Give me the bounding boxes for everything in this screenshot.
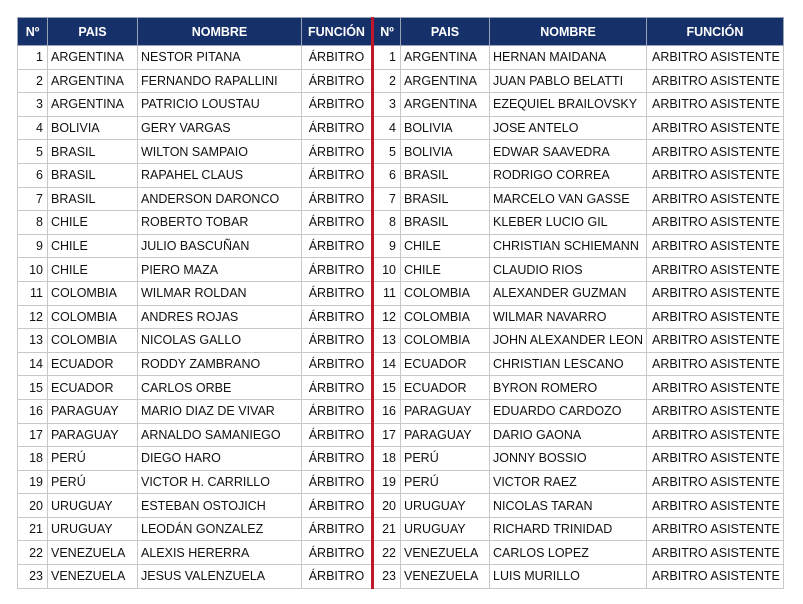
referee-country: PARAGUAY bbox=[48, 399, 138, 423]
assistant-name: CLAUDIO RIOS bbox=[490, 258, 647, 282]
referee-number: 14 bbox=[18, 352, 48, 376]
referee-table-container bbox=[17, 17, 784, 589]
assistant-country: BOLIVIA bbox=[401, 116, 490, 140]
assistant-number: 18 bbox=[373, 447, 401, 471]
assistant-role: ARBITRO ASISTENTE bbox=[647, 470, 784, 494]
referee-role: ÁRBITRO bbox=[302, 140, 373, 164]
table-row bbox=[18, 423, 784, 447]
referee-name: ANDRES ROJAS bbox=[138, 305, 302, 329]
table-row bbox=[18, 93, 784, 117]
referee-country: URUGUAY bbox=[48, 494, 138, 518]
referee-country: ARGENTINA bbox=[48, 93, 138, 117]
referee-role: ÁRBITRO bbox=[302, 258, 373, 282]
referee-number: 7 bbox=[18, 187, 48, 211]
referee-name: ESTEBAN OSTOJICH bbox=[138, 494, 302, 518]
assistant-country: ARGENTINA bbox=[401, 69, 490, 93]
assistant-number: 11 bbox=[373, 281, 401, 305]
assistant-role: ARBITRO ASISTENTE bbox=[647, 211, 784, 235]
referee-role: ÁRBITRO bbox=[302, 329, 373, 353]
referee-number: 22 bbox=[18, 541, 48, 565]
referee-role: ÁRBITRO bbox=[302, 69, 373, 93]
assistant-country: COLOMBIA bbox=[401, 329, 490, 353]
assistant-country: ECUADOR bbox=[401, 352, 490, 376]
assistant-number: 23 bbox=[373, 565, 401, 589]
referee-number: 12 bbox=[18, 305, 48, 329]
assistant-role: ARBITRO ASISTENTE bbox=[647, 541, 784, 565]
referee-country: COLOMBIA bbox=[48, 281, 138, 305]
assistant-number: 21 bbox=[373, 517, 401, 541]
referee-number: 23 bbox=[18, 565, 48, 589]
assistant-name: CHRISTIAN LESCANO bbox=[490, 352, 647, 376]
assistant-name: EDUARDO CARDOZO bbox=[490, 399, 647, 423]
header-funcion-right: FUNCIÓN bbox=[647, 18, 784, 46]
referee-country: CHILE bbox=[48, 211, 138, 235]
referee-country: COLOMBIA bbox=[48, 305, 138, 329]
referee-number: 11 bbox=[18, 281, 48, 305]
referee-name: PIERO MAZA bbox=[138, 258, 302, 282]
table-row bbox=[18, 187, 784, 211]
referee-role: ÁRBITRO bbox=[302, 281, 373, 305]
assistant-number: 10 bbox=[373, 258, 401, 282]
referee-name: LEODÁN GONZALEZ bbox=[138, 517, 302, 541]
referee-name: GERY VARGAS bbox=[138, 116, 302, 140]
assistant-number: 22 bbox=[373, 541, 401, 565]
assistant-number: 5 bbox=[373, 140, 401, 164]
assistant-country: ECUADOR bbox=[401, 376, 490, 400]
assistant-name: NICOLAS TARAN bbox=[490, 494, 647, 518]
assistant-country: URUGUAY bbox=[401, 517, 490, 541]
assistant-country: BOLIVIA bbox=[401, 140, 490, 164]
referee-name: NICOLAS GALLO bbox=[138, 329, 302, 353]
assistant-country: ARGENTINA bbox=[401, 93, 490, 117]
table-row bbox=[18, 258, 784, 282]
referee-number: 16 bbox=[18, 399, 48, 423]
assistant-number: 4 bbox=[373, 116, 401, 140]
assistant-name: KLEBER LUCIO GIL bbox=[490, 211, 647, 235]
assistant-role: ARBITRO ASISTENTE bbox=[647, 69, 784, 93]
assistant-role: ARBITRO ASISTENTE bbox=[647, 494, 784, 518]
referee-name: ALEXIS HERERRA bbox=[138, 541, 302, 565]
assistant-number: 2 bbox=[373, 69, 401, 93]
assistant-name: JUAN PABLO BELATTI bbox=[490, 69, 647, 93]
referee-country: CHILE bbox=[48, 234, 138, 258]
referee-name: VICTOR H. CARRILLO bbox=[138, 470, 302, 494]
referee-country: ARGENTINA bbox=[48, 69, 138, 93]
table-row bbox=[18, 565, 784, 589]
assistant-number: 16 bbox=[373, 399, 401, 423]
assistant-country: BRASIL bbox=[401, 163, 490, 187]
assistant-country: PERÚ bbox=[401, 447, 490, 471]
referee-role: ÁRBITRO bbox=[302, 541, 373, 565]
referee-number: 2 bbox=[18, 69, 48, 93]
assistant-country: CHILE bbox=[401, 258, 490, 282]
referee-name: FERNANDO RAPALLINI bbox=[138, 69, 302, 93]
table-row bbox=[18, 494, 784, 518]
referee-number: 20 bbox=[18, 494, 48, 518]
referee-name: NESTOR PITANA bbox=[138, 46, 302, 70]
referee-name: MARIO DIAZ DE VIVAR bbox=[138, 399, 302, 423]
header-pais-left: PAIS bbox=[48, 18, 138, 46]
assistant-name: LUIS MURILLO bbox=[490, 565, 647, 589]
header-nombre-right: NOMBRE bbox=[490, 18, 647, 46]
assistant-number: 1 bbox=[373, 46, 401, 70]
referee-country: BRASIL bbox=[48, 163, 138, 187]
assistant-number: 19 bbox=[373, 470, 401, 494]
referee-role: ÁRBITRO bbox=[302, 93, 373, 117]
table-row bbox=[18, 234, 784, 258]
referee-role: ÁRBITRO bbox=[302, 565, 373, 589]
assistant-number: 12 bbox=[373, 305, 401, 329]
assistant-role: ARBITRO ASISTENTE bbox=[647, 258, 784, 282]
referee-role: ÁRBITRO bbox=[302, 211, 373, 235]
referee-country: PARAGUAY bbox=[48, 423, 138, 447]
assistant-name: EDWAR SAAVEDRA bbox=[490, 140, 647, 164]
table-row bbox=[18, 517, 784, 541]
assistant-role: ARBITRO ASISTENTE bbox=[647, 93, 784, 117]
assistant-name: WILMAR NAVARRO bbox=[490, 305, 647, 329]
assistant-number: 3 bbox=[373, 93, 401, 117]
referee-number: 1 bbox=[18, 46, 48, 70]
assistant-number: 20 bbox=[373, 494, 401, 518]
referee-number: 15 bbox=[18, 376, 48, 400]
table-row bbox=[18, 305, 784, 329]
assistant-country: ARGENTINA bbox=[401, 46, 490, 70]
table-row bbox=[18, 399, 784, 423]
assistant-name: RODRIGO CORREA bbox=[490, 163, 647, 187]
referee-role: ÁRBITRO bbox=[302, 423, 373, 447]
referee-number: 13 bbox=[18, 329, 48, 353]
assistant-name: CARLOS LOPEZ bbox=[490, 541, 647, 565]
assistant-country: CHILE bbox=[401, 234, 490, 258]
header-num-left: Nº bbox=[18, 18, 48, 46]
referee-country: VENEZUELA bbox=[48, 541, 138, 565]
referee-role: ÁRBITRO bbox=[302, 187, 373, 211]
referee-number: 3 bbox=[18, 93, 48, 117]
referee-role: ÁRBITRO bbox=[302, 234, 373, 258]
referee-name: ANDERSON DARONCO bbox=[138, 187, 302, 211]
referee-number: 21 bbox=[18, 517, 48, 541]
table-row bbox=[18, 116, 784, 140]
referee-role: ÁRBITRO bbox=[302, 447, 373, 471]
referee-country: CHILE bbox=[48, 258, 138, 282]
referee-role: ÁRBITRO bbox=[302, 116, 373, 140]
referee-number: 5 bbox=[18, 140, 48, 164]
table-row bbox=[18, 470, 784, 494]
assistant-role: ARBITRO ASISTENTE bbox=[647, 329, 784, 353]
assistant-role: ARBITRO ASISTENTE bbox=[647, 187, 784, 211]
table-body bbox=[18, 46, 784, 589]
assistant-number: 6 bbox=[373, 163, 401, 187]
header-num-right: Nº bbox=[373, 18, 401, 46]
table-row bbox=[18, 541, 784, 565]
referee-name: CARLOS ORBE bbox=[138, 376, 302, 400]
assistant-role: ARBITRO ASISTENTE bbox=[647, 116, 784, 140]
assistant-name: VICTOR RAEZ bbox=[490, 470, 647, 494]
referee-name: PATRICIO LOUSTAU bbox=[138, 93, 302, 117]
assistant-role: ARBITRO ASISTENTE bbox=[647, 517, 784, 541]
assistant-country: BRASIL bbox=[401, 187, 490, 211]
referee-role: ÁRBITRO bbox=[302, 352, 373, 376]
assistant-number: 14 bbox=[373, 352, 401, 376]
header-funcion-left: FUNCIÓN bbox=[302, 18, 373, 46]
referee-name: WILMAR ROLDAN bbox=[138, 281, 302, 305]
assistant-name: JONNY BOSSIO bbox=[490, 447, 647, 471]
header-pais-right: PAIS bbox=[401, 18, 490, 46]
assistant-role: ARBITRO ASISTENTE bbox=[647, 140, 784, 164]
referee-name: WILTON SAMPAIO bbox=[138, 140, 302, 164]
assistant-name: DARIO GAONA bbox=[490, 423, 647, 447]
assistant-country: PERÚ bbox=[401, 470, 490, 494]
assistant-name: ALEXANDER GUZMAN bbox=[490, 281, 647, 305]
referee-country: PERÚ bbox=[48, 447, 138, 471]
assistant-country: PARAGUAY bbox=[401, 423, 490, 447]
table-row bbox=[18, 281, 784, 305]
referee-name: RODDY ZAMBRANO bbox=[138, 352, 302, 376]
assistant-number: 17 bbox=[373, 423, 401, 447]
referee-country: COLOMBIA bbox=[48, 329, 138, 353]
assistant-name: JOHN ALEXANDER LEON bbox=[490, 329, 647, 353]
referee-country: BRASIL bbox=[48, 140, 138, 164]
table-row bbox=[18, 447, 784, 471]
referee-table bbox=[17, 17, 784, 589]
referee-country: ECUADOR bbox=[48, 376, 138, 400]
referee-number: 9 bbox=[18, 234, 48, 258]
assistant-name: RICHARD TRINIDAD bbox=[490, 517, 647, 541]
table-row bbox=[18, 376, 784, 400]
referee-number: 6 bbox=[18, 163, 48, 187]
assistant-role: ARBITRO ASISTENTE bbox=[647, 281, 784, 305]
referee-role: ÁRBITRO bbox=[302, 376, 373, 400]
referee-name: DIEGO HARO bbox=[138, 447, 302, 471]
assistant-role: ARBITRO ASISTENTE bbox=[647, 399, 784, 423]
assistant-country: BRASIL bbox=[401, 211, 490, 235]
assistant-name: EZEQUIEL BRAILOVSKY bbox=[490, 93, 647, 117]
assistant-number: 15 bbox=[373, 376, 401, 400]
referee-role: ÁRBITRO bbox=[302, 517, 373, 541]
table-row bbox=[18, 69, 784, 93]
assistant-role: ARBITRO ASISTENTE bbox=[647, 305, 784, 329]
referee-role: ÁRBITRO bbox=[302, 470, 373, 494]
assistant-country: URUGUAY bbox=[401, 494, 490, 518]
assistant-name: BYRON ROMERO bbox=[490, 376, 647, 400]
table-row bbox=[18, 46, 784, 70]
referee-country: ARGENTINA bbox=[48, 46, 138, 70]
assistant-role: ARBITRO ASISTENTE bbox=[647, 352, 784, 376]
assistant-role: ARBITRO ASISTENTE bbox=[647, 376, 784, 400]
assistant-country: VENEZUELA bbox=[401, 565, 490, 589]
referee-name: ARNALDO SAMANIEGO bbox=[138, 423, 302, 447]
referee-name: JESUS VALENZUELA bbox=[138, 565, 302, 589]
assistant-name: JOSE ANTELO bbox=[490, 116, 647, 140]
referee-role: ÁRBITRO bbox=[302, 399, 373, 423]
referee-number: 10 bbox=[18, 258, 48, 282]
table-row bbox=[18, 163, 784, 187]
assistant-number: 7 bbox=[373, 187, 401, 211]
assistant-name: CHRISTIAN SCHIEMANN bbox=[490, 234, 647, 258]
referee-country: PERÚ bbox=[48, 470, 138, 494]
referee-name: RAPAHEL CLAUS bbox=[138, 163, 302, 187]
referee-country: BOLIVIA bbox=[48, 116, 138, 140]
header-nombre-left: NOMBRE bbox=[138, 18, 302, 46]
assistant-number: 9 bbox=[373, 234, 401, 258]
assistant-number: 13 bbox=[373, 329, 401, 353]
assistant-role: ARBITRO ASISTENTE bbox=[647, 565, 784, 589]
referee-number: 4 bbox=[18, 116, 48, 140]
referee-role: ÁRBITRO bbox=[302, 163, 373, 187]
referee-role: ÁRBITRO bbox=[302, 494, 373, 518]
table-row bbox=[18, 211, 784, 235]
assistant-country: COLOMBIA bbox=[401, 281, 490, 305]
assistant-country: VENEZUELA bbox=[401, 541, 490, 565]
referee-country: VENEZUELA bbox=[48, 565, 138, 589]
assistant-name: HERNAN MAIDANA bbox=[490, 46, 647, 70]
referee-number: 8 bbox=[18, 211, 48, 235]
assistant-name: MARCELO VAN GASSE bbox=[490, 187, 647, 211]
table-row bbox=[18, 329, 784, 353]
referee-country: BRASIL bbox=[48, 187, 138, 211]
assistant-role: ARBITRO ASISTENTE bbox=[647, 46, 784, 70]
referee-name: ROBERTO TOBAR bbox=[138, 211, 302, 235]
referee-number: 19 bbox=[18, 470, 48, 494]
assistant-role: ARBITRO ASISTENTE bbox=[647, 163, 784, 187]
referee-country: ECUADOR bbox=[48, 352, 138, 376]
table-row bbox=[18, 140, 784, 164]
assistant-country: PARAGUAY bbox=[401, 399, 490, 423]
table-row bbox=[18, 352, 784, 376]
referee-name: JULIO BASCUÑAN bbox=[138, 234, 302, 258]
assistant-country: COLOMBIA bbox=[401, 305, 490, 329]
assistant-role: ARBITRO ASISTENTE bbox=[647, 234, 784, 258]
referee-role: ÁRBITRO bbox=[302, 46, 373, 70]
referee-country: URUGUAY bbox=[48, 517, 138, 541]
referee-role: ÁRBITRO bbox=[302, 305, 373, 329]
assistant-number: 8 bbox=[373, 211, 401, 235]
header-row bbox=[18, 18, 784, 46]
assistant-role: ARBITRO ASISTENTE bbox=[647, 423, 784, 447]
referee-number: 17 bbox=[18, 423, 48, 447]
assistant-role: ARBITRO ASISTENTE bbox=[647, 447, 784, 471]
referee-number: 18 bbox=[18, 447, 48, 471]
